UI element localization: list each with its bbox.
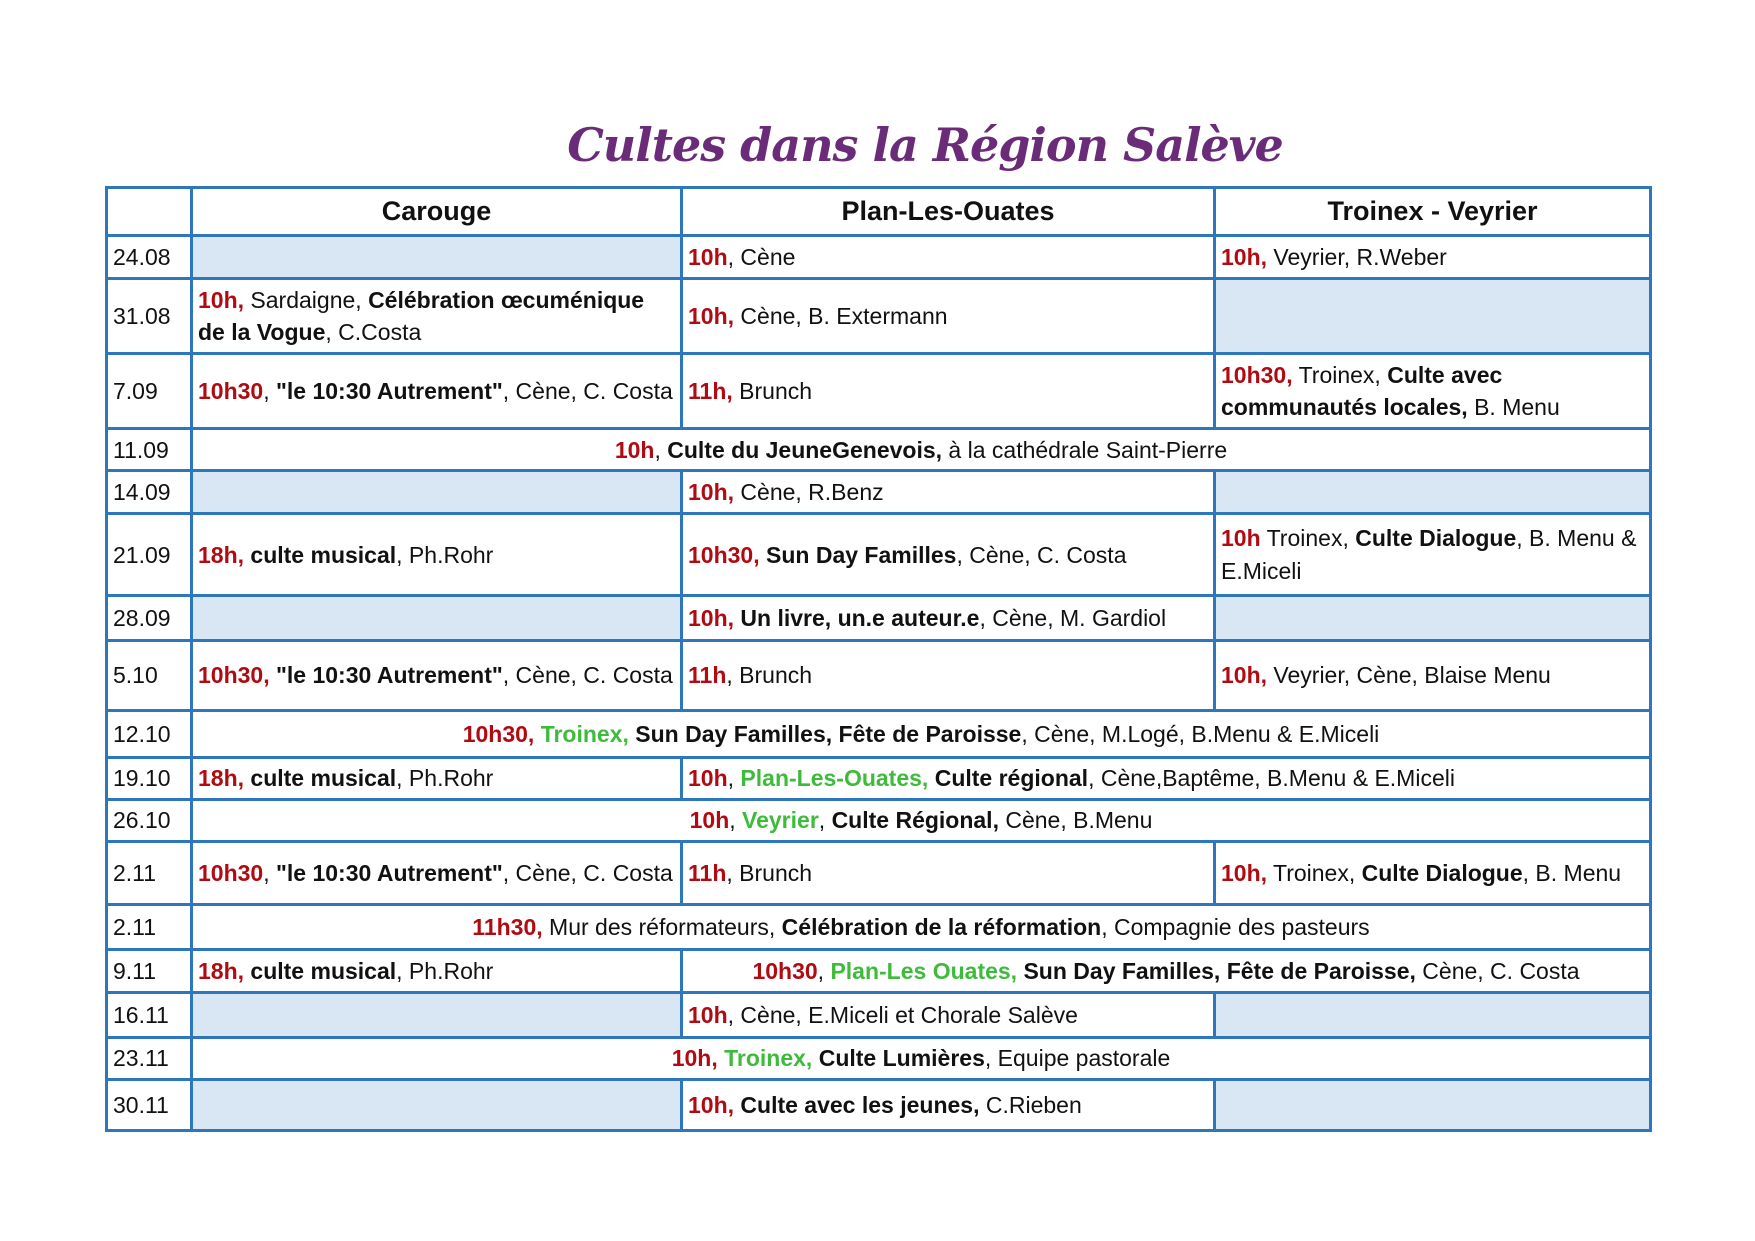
event-cell	[682, 514, 1215, 596]
event-cell	[682, 1079, 1215, 1130]
event-title-text: Sun Day Familles, Fête de Paroisse,	[1023, 957, 1416, 984]
event-cell	[682, 471, 1215, 514]
event-cell	[1215, 641, 1651, 711]
event-cell	[682, 278, 1215, 353]
event-title-text: Culte régional	[934, 765, 1089, 792]
detail-text: , Cène,Baptême, B.Menu & E.Miceli	[1088, 765, 1455, 792]
event-title-text: Célébration de la réformation	[781, 914, 1102, 941]
date-cell: 16.11	[107, 992, 192, 1037]
detail-text: ,	[729, 807, 743, 834]
table-row	[107, 1037, 1651, 1079]
time-text: 10h30	[752, 957, 818, 984]
table-row	[107, 1079, 1651, 1130]
event-title-text: Culte Régional,	[831, 807, 999, 834]
time-text: 10h,	[1221, 243, 1268, 270]
detail-text: , Brunch	[726, 662, 813, 689]
merged-event-cell	[192, 429, 1651, 471]
schedule-body	[107, 236, 1651, 1131]
detail-text: B. Menu	[1467, 394, 1560, 421]
empty-cell	[192, 596, 682, 641]
time-text: 10h30	[198, 377, 264, 404]
detail-text: , Cène, C. Costa	[502, 662, 673, 689]
time-text: 10h30	[198, 860, 264, 887]
detail-text: , Ph.Rohr	[396, 957, 494, 984]
time-text: 10h	[614, 436, 655, 463]
event-title-text: Culte avec communautés locales,	[1221, 361, 1503, 421]
time-text: 10h,	[1221, 860, 1268, 887]
time-text: 10h	[688, 243, 728, 270]
detail-text: , B. Menu	[1522, 860, 1622, 887]
detail-text: ,	[263, 860, 276, 887]
date-cell: 9.11	[107, 950, 192, 992]
table-row	[107, 596, 1651, 641]
time-text: 11h	[688, 860, 727, 887]
detail-text: , Cène, C. Costa	[956, 541, 1127, 568]
time-text: 18h,	[198, 541, 245, 568]
time-text: 10h30,	[688, 541, 760, 568]
table-row	[107, 757, 1651, 799]
page-title: Cultes dans la Région Salève	[567, 118, 1283, 172]
empty-cell	[192, 992, 682, 1037]
table-row	[107, 950, 1651, 992]
event-cell	[192, 278, 682, 353]
event-title-text: culte musical	[244, 957, 397, 984]
time-text: 10h,	[198, 286, 245, 313]
empty-cell	[192, 471, 682, 514]
time-text: 10h	[689, 807, 730, 834]
header-troinex-veyrier: Troinex - Veyrier	[1215, 188, 1651, 236]
event-cell	[1215, 514, 1651, 596]
event-cell	[1215, 842, 1651, 905]
merged-event-cell	[192, 905, 1651, 950]
event-cell	[682, 842, 1215, 905]
location-text: Plan-Les Ouates,	[830, 957, 1018, 984]
location-text: Troinex,	[534, 720, 629, 747]
detail-text: Troinex,	[1292, 361, 1388, 388]
header-row	[107, 188, 1651, 236]
detail-text: Cène, C. Costa	[1415, 957, 1580, 984]
detail-text: , Ph.Rohr	[396, 765, 494, 792]
schedule-table	[105, 186, 1652, 1132]
event-cell	[192, 514, 682, 596]
event-cell	[682, 596, 1215, 641]
header-date	[107, 188, 192, 236]
event-cell	[192, 950, 682, 992]
time-text: 10h	[688, 765, 728, 792]
location-text: Plan-Les-Ouates,	[740, 765, 929, 792]
event-cell	[1215, 354, 1651, 429]
detail-text: , Equipe pastorale	[984, 1045, 1171, 1072]
date-cell: 2.11	[107, 842, 192, 905]
table-row	[107, 710, 1651, 757]
event-cell	[192, 354, 682, 429]
table-row	[107, 429, 1651, 471]
detail-text: ,	[817, 957, 831, 984]
empty-cell	[1215, 278, 1651, 353]
event-title-text: Célébration œcuménique de la Vogue	[198, 286, 645, 345]
date-cell: 26.10	[107, 799, 192, 841]
time-text: 11h	[688, 662, 727, 689]
time-text: 10h30,	[198, 662, 270, 689]
event-title-text: "le 10:30 Autrement"	[276, 860, 503, 887]
date-cell: 11.09	[107, 429, 192, 471]
event-title-text: Culte Lumières	[812, 1045, 985, 1072]
table-row	[107, 905, 1651, 950]
detail-text: ,	[263, 377, 276, 404]
detail-text: , Brunch	[726, 860, 813, 887]
detail-text: à la cathédrale Saint-Pierre	[942, 436, 1228, 463]
detail-text: , Compagnie des pasteurs	[1101, 914, 1370, 941]
table-row	[107, 799, 1651, 841]
event-title-text: culte musical	[244, 541, 397, 568]
time-text: 18h,	[198, 765, 245, 792]
time-text: 10h30,	[1221, 361, 1293, 388]
header-carouge: Carouge	[192, 188, 682, 236]
table-row	[107, 514, 1651, 596]
merged-event-cell	[682, 950, 1651, 992]
detail-text: , Cène, M.Logé, B.Menu & E.Miceli	[1021, 720, 1380, 747]
header-plan-les-ouates: Plan-Les-Ouates	[682, 188, 1215, 236]
date-cell: 31.08	[107, 278, 192, 353]
event-cell	[1215, 236, 1651, 279]
location-text: Veyrier	[742, 807, 819, 834]
event-title-text: Sun Day Familles	[766, 541, 957, 568]
detail-text: , Cène, C. Costa	[502, 377, 673, 404]
detail-text: Mur des réformateurs,	[542, 914, 782, 941]
detail-text: Troinex,	[1267, 860, 1362, 887]
event-cell	[682, 236, 1215, 279]
time-text: 11h,	[688, 377, 733, 404]
location-text: Troinex,	[717, 1045, 813, 1072]
time-text: 18h,	[198, 957, 245, 984]
detail-text: Veyrier, R.Weber	[1267, 243, 1447, 270]
merged-event-cell	[192, 799, 1651, 841]
event-cell	[682, 992, 1215, 1037]
merged-event-cell	[192, 710, 1651, 757]
detail-text: , C.Costa	[325, 319, 422, 345]
table-row	[107, 278, 1651, 353]
detail-text: Sardaigne,	[244, 286, 369, 313]
time-text: 10h,	[688, 302, 735, 329]
detail-text: Troinex,	[1260, 525, 1356, 552]
time-text: 11h30,	[472, 914, 543, 941]
time-text: 10h	[688, 1001, 728, 1028]
table-row	[107, 842, 1651, 905]
time-text: 10h,	[688, 604, 735, 631]
detail-text: , Cène, M. Gardiol	[979, 604, 1167, 631]
event-title-text: Un livre, un.e auteur.e	[734, 604, 980, 631]
time-text: 10h,	[688, 1091, 735, 1118]
table-row	[107, 641, 1651, 711]
event-cell	[192, 641, 682, 711]
event-title-text: Culte Dialogue	[1355, 525, 1517, 552]
detail-text: Brunch	[732, 377, 813, 404]
event-title-text: culte musical	[244, 765, 397, 792]
detail-text: , Cène, C. Costa	[502, 860, 673, 887]
empty-cell	[192, 236, 682, 279]
detail-text: , Cène	[727, 243, 796, 270]
date-cell: 12.10	[107, 710, 192, 757]
detail-text: C.Rieben	[979, 1091, 1082, 1118]
date-cell: 28.09	[107, 596, 192, 641]
date-cell: 5.10	[107, 641, 192, 711]
merged-event-cell	[192, 1037, 1651, 1079]
empty-cell	[192, 1079, 682, 1130]
time-text: 10h,	[671, 1045, 718, 1072]
time-text: 10h,	[1221, 662, 1268, 689]
detail-text: ,	[818, 807, 832, 834]
date-cell: 7.09	[107, 354, 192, 429]
event-cell	[192, 757, 682, 799]
detail-text: ,	[727, 765, 741, 792]
event-cell	[682, 354, 1215, 429]
detail-text: , B. Menu & E.Miceli	[1221, 525, 1637, 584]
event-title-text: Sun Day Familles, Fête de Paroisse	[635, 720, 1022, 747]
date-cell: 14.09	[107, 471, 192, 514]
event-cell	[682, 641, 1215, 711]
merged-event-cell	[682, 757, 1651, 799]
date-cell: 21.09	[107, 514, 192, 596]
date-cell: 2.11	[107, 905, 192, 950]
date-cell: 30.11	[107, 1079, 192, 1130]
event-cell	[192, 842, 682, 905]
event-title-text: "le 10:30 Autrement"	[276, 662, 503, 689]
detail-text: , Ph.Rohr	[396, 541, 494, 568]
table-row	[107, 471, 1651, 514]
table-row	[107, 992, 1651, 1037]
empty-cell	[1215, 471, 1651, 514]
empty-cell	[1215, 1079, 1651, 1130]
detail-text: Cène, R.Benz	[734, 479, 884, 506]
detail-text: Veyrier, Cène, Blaise Menu	[1267, 662, 1551, 689]
detail-text: , Cène, E.Miceli et Chorale Salève	[727, 1001, 1078, 1028]
date-cell: 19.10	[107, 757, 192, 799]
detail-text: Cène, B. Extermann	[734, 302, 948, 329]
event-title-text: Culte Dialogue	[1361, 860, 1523, 887]
table-row	[107, 236, 1651, 279]
date-cell: 24.08	[107, 236, 192, 279]
time-text: 10h30,	[462, 720, 535, 747]
detail-text: Cène, B.Menu	[998, 807, 1153, 834]
time-text: 10h	[1221, 525, 1261, 552]
event-title-text: Culte avec les jeunes,	[734, 1091, 980, 1118]
detail-text: ,	[654, 436, 668, 463]
event-title-text: Culte du JeuneGenevois,	[667, 436, 943, 463]
time-text: 10h,	[688, 479, 735, 506]
empty-cell	[1215, 596, 1651, 641]
event-title-text: "le 10:30 Autrement"	[276, 377, 503, 404]
date-cell: 23.11	[107, 1037, 192, 1079]
table-row	[107, 354, 1651, 429]
empty-cell	[1215, 992, 1651, 1037]
